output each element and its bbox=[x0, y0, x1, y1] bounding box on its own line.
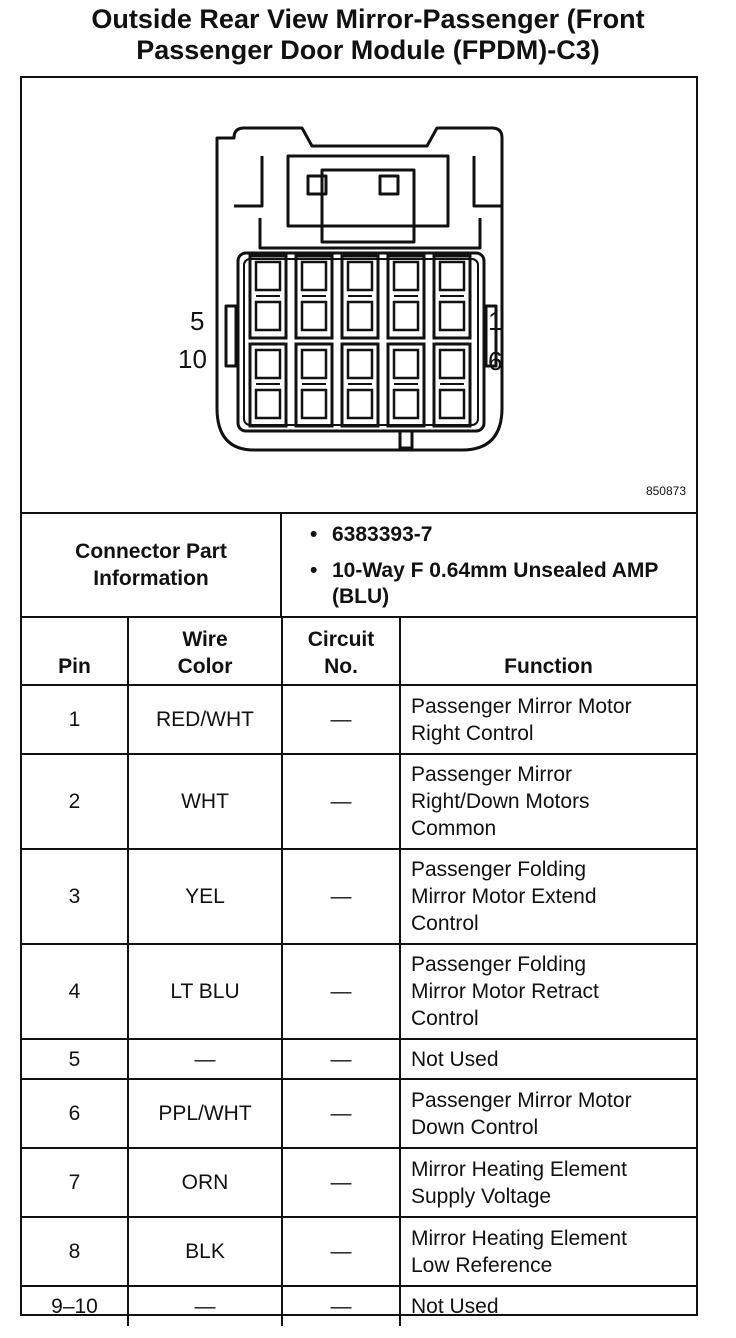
cell-wire-color: BLK bbox=[128, 1217, 282, 1286]
function-line: Passenger Mirror Motor bbox=[411, 1088, 632, 1112]
keyway bbox=[400, 431, 412, 448]
pin-cavity bbox=[238, 253, 484, 431]
cell-pin: 4 bbox=[22, 944, 128, 1039]
pinout-rows bbox=[22, 685, 696, 1326]
function-line: Mirror Heating Element bbox=[411, 1226, 627, 1250]
cell-circuit-no: — bbox=[282, 1286, 400, 1326]
pin-terminal bbox=[440, 302, 464, 330]
cell-pin: 7 bbox=[22, 1148, 128, 1217]
cell-wire-color: RED/WHT bbox=[128, 685, 282, 754]
pin-label-6: 6 bbox=[488, 346, 503, 376]
title-line-2: Passenger Door Module (FPDM)-C3) bbox=[136, 35, 600, 65]
pin-terminal bbox=[348, 350, 372, 378]
cell-circuit-no: — bbox=[282, 1148, 400, 1217]
function-line: Passenger Mirror bbox=[411, 763, 573, 786]
table-row bbox=[22, 849, 696, 944]
cell-function bbox=[400, 944, 696, 1039]
connector-part-number: • 6383393-7 bbox=[310, 522, 696, 548]
cell-wire-color: LT BLU bbox=[128, 944, 282, 1039]
connector-part-information bbox=[22, 512, 696, 616]
cell-function bbox=[400, 1286, 696, 1326]
table-row bbox=[22, 1079, 696, 1148]
connector-diagram bbox=[22, 78, 696, 512]
cell-circuit-no: — bbox=[282, 685, 400, 754]
connector-info-label-line-2: Information bbox=[93, 567, 209, 590]
function-line: Right/Down Motors bbox=[411, 790, 590, 813]
cell-circuit-no: — bbox=[282, 1217, 400, 1286]
pin-terminal bbox=[302, 350, 326, 378]
pin-terminal bbox=[440, 350, 464, 378]
function-line: Passenger Folding bbox=[411, 953, 587, 976]
pin-terminal bbox=[256, 302, 280, 330]
table-row bbox=[22, 1039, 696, 1079]
connector-info-values bbox=[282, 514, 696, 616]
header-circuit-line-2: No. bbox=[324, 655, 358, 678]
header-circuit-line-1: Circuit bbox=[307, 628, 375, 651]
latch-window bbox=[322, 170, 414, 242]
header-circuit-no bbox=[282, 617, 400, 685]
header-wire-line-2: Color bbox=[177, 655, 233, 678]
table-row bbox=[22, 685, 696, 754]
connector-info-label bbox=[22, 514, 282, 616]
cell-pin: 1 bbox=[22, 685, 128, 754]
function-line: Passenger Mirror Motor bbox=[411, 694, 632, 718]
pin-label-1: 1 bbox=[488, 306, 503, 336]
connector-description: • 10-Way F 0.64mm Unsealed AMP (BLU) bbox=[310, 558, 696, 610]
pin-terminal bbox=[256, 350, 280, 378]
cell-wire-color: — bbox=[128, 1039, 282, 1079]
header-wire-line-1: Wire bbox=[182, 628, 228, 651]
header-wire-color bbox=[128, 617, 282, 685]
title-line-1: Outside Rear View Mirror-Passenger (Front bbox=[91, 4, 645, 34]
pin-terminal bbox=[348, 262, 372, 290]
cell-pin: 9–10 bbox=[22, 1286, 128, 1326]
cell-circuit-no: — bbox=[282, 944, 400, 1039]
cell-pin: 2 bbox=[22, 754, 128, 849]
pin-terminal bbox=[348, 302, 372, 330]
pin-terminal bbox=[440, 390, 464, 418]
function-line: Right Control bbox=[411, 721, 534, 745]
pin-terminal bbox=[440, 262, 464, 290]
cell-function bbox=[400, 754, 696, 849]
function-line: Mirror Motor Retract bbox=[411, 980, 599, 1003]
cell-function bbox=[400, 1217, 696, 1286]
table-row bbox=[22, 1217, 696, 1286]
cell-function bbox=[400, 1148, 696, 1217]
table-row bbox=[22, 1286, 696, 1326]
header-pin: Pin bbox=[22, 617, 128, 685]
function-line: Passenger Folding bbox=[411, 858, 587, 881]
pin-terminal bbox=[302, 390, 326, 418]
pin-grid bbox=[250, 256, 470, 426]
cell-pin: 5 bbox=[22, 1039, 128, 1079]
function-line: Not Used bbox=[411, 1295, 499, 1318]
function-line: Supply Voltage bbox=[411, 1184, 552, 1208]
connector-face-drawing bbox=[22, 78, 696, 512]
table-row bbox=[22, 944, 696, 1039]
connector-info-label-line-1: Connector Part bbox=[75, 540, 227, 563]
table-row bbox=[22, 1148, 696, 1217]
cell-circuit-no: — bbox=[282, 849, 400, 944]
figure-id: 850873 bbox=[645, 484, 686, 498]
cell-function bbox=[400, 849, 696, 944]
pin-terminal bbox=[394, 390, 418, 418]
cell-function bbox=[400, 1039, 696, 1079]
pin-terminal bbox=[256, 262, 280, 290]
cell-wire-color: YEL bbox=[128, 849, 282, 944]
header-function: Function bbox=[400, 617, 696, 685]
pin-label-10: 10 bbox=[178, 344, 207, 374]
latch-body bbox=[288, 156, 448, 226]
function-line: Mirror Heating Element bbox=[411, 1157, 627, 1181]
function-line: Not Used bbox=[411, 1047, 499, 1071]
pin-terminal bbox=[394, 302, 418, 330]
cell-wire-color: ORN bbox=[128, 1148, 282, 1217]
function-line: Low Reference bbox=[411, 1253, 553, 1277]
latch-outline bbox=[234, 156, 502, 206]
pin-terminal bbox=[348, 390, 372, 418]
cell-pin: 6 bbox=[22, 1079, 128, 1148]
pin-terminal bbox=[256, 390, 280, 418]
pin-terminal bbox=[302, 262, 326, 290]
function-line: Control bbox=[411, 1007, 479, 1030]
connector-frame bbox=[20, 76, 698, 1316]
pin-label-5: 5 bbox=[190, 306, 205, 336]
function-line: Down Control bbox=[411, 1115, 539, 1139]
pin-terminal bbox=[394, 262, 418, 290]
cell-function bbox=[400, 1079, 696, 1148]
cell-function bbox=[400, 685, 696, 754]
table-row bbox=[22, 754, 696, 849]
pin-terminal bbox=[302, 302, 326, 330]
cell-wire-color: — bbox=[128, 1286, 282, 1326]
cell-circuit-no: — bbox=[282, 754, 400, 849]
function-line: Control bbox=[411, 912, 479, 935]
cell-circuit-no: — bbox=[282, 1079, 400, 1148]
cell-wire-color: PPL/WHT bbox=[128, 1079, 282, 1148]
cell-wire-color: WHT bbox=[128, 754, 282, 849]
function-line: Common bbox=[411, 817, 497, 840]
function-line: Mirror Motor Extend bbox=[411, 885, 597, 908]
pinout-table bbox=[22, 616, 696, 1326]
page-title bbox=[0, 4, 736, 66]
cell-pin: 3 bbox=[22, 849, 128, 944]
cell-pin: 8 bbox=[22, 1217, 128, 1286]
pin-terminal bbox=[394, 350, 418, 378]
cell-circuit-no: — bbox=[282, 1039, 400, 1079]
